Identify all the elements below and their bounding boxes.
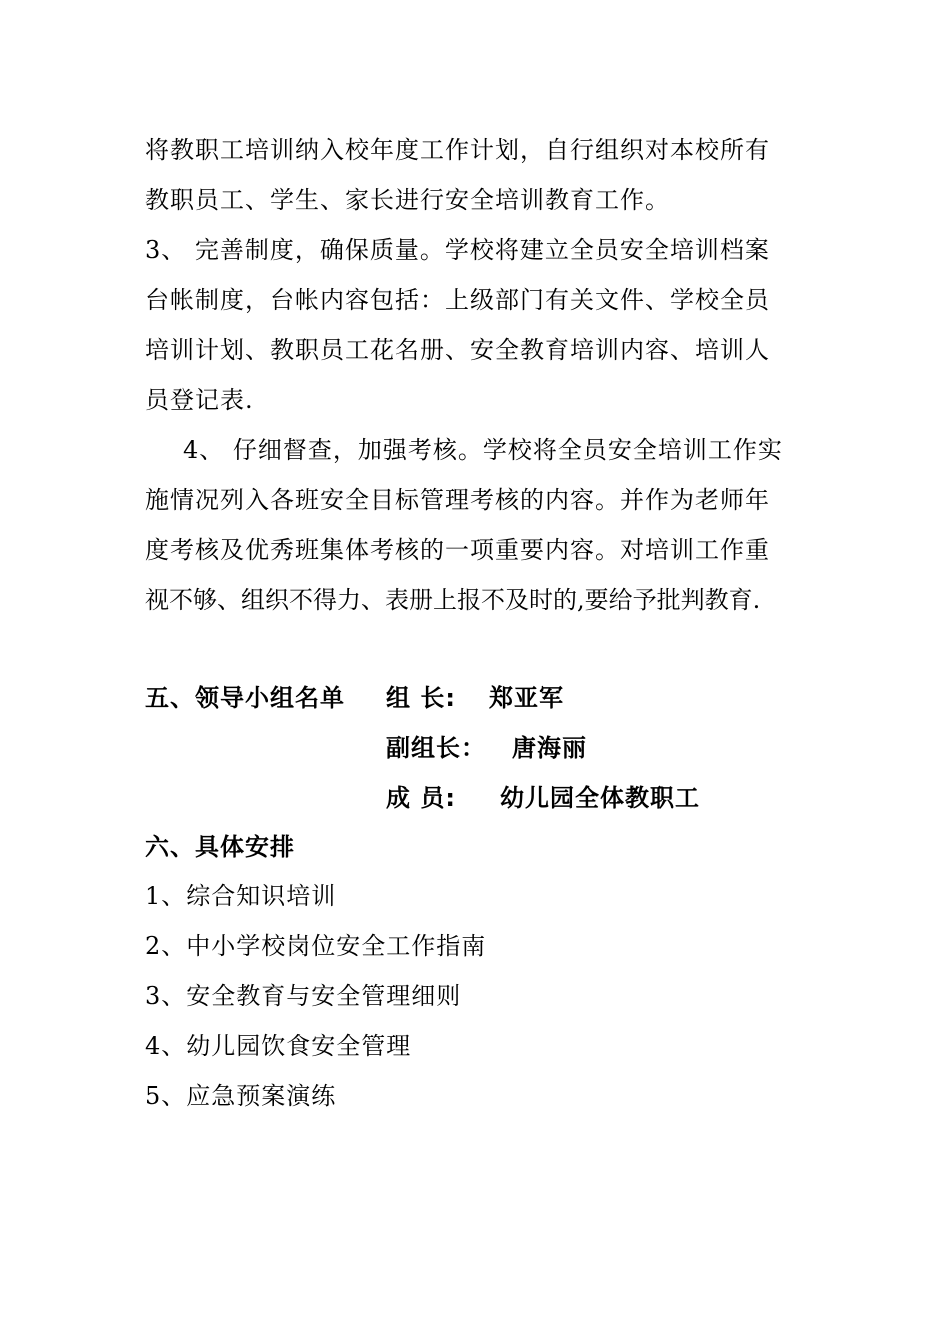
paragraph-line: 将教职工培训纳入校年度工作计划，自行组织对本校所有 [145,136,770,164]
members-value: 幼儿园全体教职工 [500,784,700,812]
list-item: 3、安全教育与安全管理细则 [145,982,462,1010]
deputy-name: 唐海丽 [512,734,587,762]
paragraph-line: 度考核及优秀班集体考核的一项重要内容。对培训工作重 [145,536,770,564]
list-item: 2、中小学校岗位安全工作指南 [145,932,487,960]
leader-name: 郑亚军 [489,684,564,712]
paragraph-line: 4、 仔细督查，加强考核。学校将全员安全培训工作实 [183,436,783,464]
paragraph-line: 教职员工、学生、家长进行安全培训教育工作。 [145,186,670,214]
deputy-label: 副组长： [386,734,486,762]
paragraph-line: 员登记表. [145,386,254,414]
list-item: 1、综合知识培训 [145,882,337,910]
section-heading: 六、具体安排 [145,833,295,861]
section-heading: 五、领导小组名单 [145,684,345,712]
leader-label: 组 长: [386,684,456,712]
paragraph-line: 台帐制度，台帐内容包括：上级部门有关文件、学校全员 [145,286,770,314]
list-item: 4、幼儿园饮食安全管理 [145,1032,412,1060]
list-item: 5、应急预案演练 [145,1082,337,1110]
paragraph-line: 3、 完善制度，确保质量。学校将建立全员安全培训档案 [145,236,770,264]
paragraph-line: 视不够、组织不得力、表册上报不及时的,要给予批判教育. [145,586,761,614]
members-label: 成 员: [386,784,456,812]
paragraph-line: 培训计划、教职员工花名册、安全教育培训内容、培训人 [145,336,770,364]
paragraph-line: 施情况列入各班安全目标管理考核的内容。并作为老师年 [145,486,770,514]
